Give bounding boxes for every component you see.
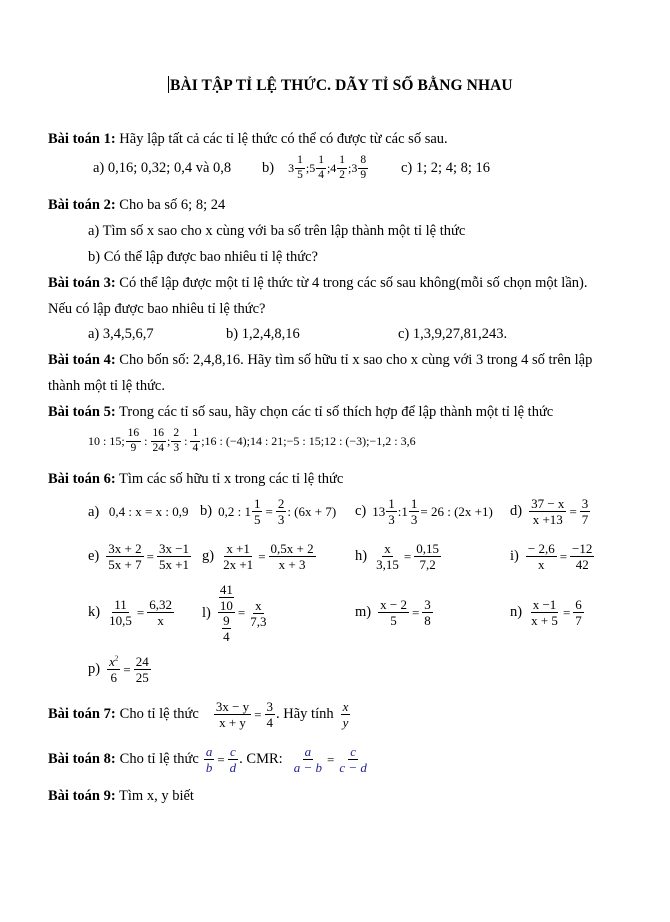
problem-5 (48, 404, 553, 421)
fraction: 16 9 (127, 427, 140, 454)
text-cursor (168, 76, 169, 93)
problem-3-c: c) 1,3,9,27,81,243. (398, 326, 508, 342)
problem-label: Bài toán 5: (48, 404, 116, 420)
fraction: $\frac{2}{3}$ (277, 496, 285, 527)
fraction: $\frac{24}{25}$ (135, 654, 149, 685)
fraction: $\frac{3}{8}$ (424, 597, 431, 628)
item-label: h) (355, 548, 368, 564)
compound-fraction: 41 10 9 4 (219, 582, 233, 644)
problem-6-m: m) $\frac{x - 2}{5}$ = $\frac{3}{8}$ (355, 597, 431, 628)
equation-part: = 26 : (2x +1) (420, 503, 493, 519)
problem-label: Bài toán 4: (48, 352, 116, 368)
problem-2-a: a) Tìm số x sao cho x cùng với ba số trên lập thành một tỉ lệ thức (88, 223, 466, 239)
problem-1 (48, 131, 448, 148)
problem-6-g: g) $\frac{x +1}{2x +1}$ = $\frac{0,5x + 2}{x + 3}$ (202, 541, 314, 572)
problem-6-e: e) $\frac{3x + 2}{5x + 7}$ = $\frac{3x -1}{5x +1}$ (88, 541, 190, 572)
problem-text: . Hãy tính (276, 706, 334, 722)
item-label: e) (88, 548, 100, 564)
item-label: b) (200, 503, 213, 519)
title-text: BÀI TẬP TỈ LỆ THỨC. DÃY TỈ SỐ BẰNG NHAU (170, 77, 513, 94)
problem-2 (48, 197, 225, 214)
item-label: m) (355, 604, 372, 620)
problem-4-text-2: thành một tỉ lệ thức. (48, 378, 165, 394)
problem-8: Bài toán 8: Cho tỉ lệ thức $\frac{a}{b}$ = $\frac{c}{d}$ . CMR: $\frac{a}{a - b}$ = $\frac{c}{c - d}$ (48, 744, 367, 775)
equation-part: :1 (397, 503, 408, 519)
fraction: $\frac{-12}{42}$ (572, 541, 593, 572)
fraction: $\frac{6}{7}$ (575, 597, 582, 628)
problem-text: Tìm các số hữu tỉ x trong các tỉ lệ thức (119, 471, 344, 487)
problem-6 (48, 471, 343, 488)
fraction: $\frac{c}{d}$ (229, 744, 237, 775)
fraction: 1 3 (388, 496, 395, 527)
colon: : (184, 433, 188, 448)
item-label: i) (510, 548, 519, 564)
fraction: $\frac{3x - y}{x + y}$ (215, 699, 250, 730)
fraction: $\frac{x - 2}{5}$ (380, 597, 407, 628)
fraction: $\frac{37 - x}{x +13}$ (531, 496, 565, 527)
problem-6-l: l) 41 10 9 4 = $\frac{x}{7,3}$ (202, 582, 267, 644)
problem-4 (48, 352, 592, 369)
fraction: $\frac{11}{10,5}$ (109, 597, 132, 628)
fraction: $\frac{x}{3,15}$ (376, 541, 399, 572)
problem-label: Bài toán 3: (48, 275, 116, 291)
problem-label: Bài toán 1: (48, 131, 116, 147)
item-label: c) (355, 503, 367, 519)
problem-9 (48, 788, 194, 805)
separator: ; (348, 160, 352, 175)
problem-6-d: d) $\frac{37 - x}{x +13}$ = $\frac{3}{7}$ (510, 496, 589, 527)
fraction: $\frac{1}{5}$ (253, 496, 261, 527)
problem-6-c (355, 497, 493, 526)
problem-3-b: b) 1,2,4,8,16 (226, 326, 300, 342)
problem-5-ratios (88, 428, 416, 454)
problem-text: Hãy lập tất cả các tỉ lệ thức có thể có được từ các số sau. (119, 131, 448, 147)
ratio-list: ;16 : (−4);14 : 21;−5 : 15;12 : (−3);−1,2 : 3,6 (201, 433, 416, 448)
fraction: 2 3 (173, 427, 180, 454)
problem-1-b (262, 155, 369, 181)
item-label: b) (262, 159, 275, 176)
problem-text: Cho ba số 6; 8; 24 (119, 197, 226, 213)
problem-label: Bài toán 7: (48, 706, 116, 722)
item-label: p) (88, 661, 101, 677)
problem-label: Bài toán 8: (48, 751, 116, 767)
separator: ; (167, 433, 171, 448)
problem-6-p: p) $\frac{x^2}{6}$ = $\frac{24}{25}$ (88, 654, 149, 685)
problem-text: Cho tỉ lệ thức (119, 706, 199, 722)
item-label: a) (88, 504, 100, 520)
equation-part: : (6x + 7) (287, 503, 337, 519)
separator: ; (305, 160, 310, 175)
problem-6-i: i) $\frac{- 2,6}{x}$ = $\frac{-12}{42}$ (510, 541, 593, 572)
problem-text: Cho tỉ lệ thức (119, 751, 199, 767)
item-label: d) (510, 503, 523, 519)
problem-label: Bài toán 9: (48, 788, 116, 804)
problem-1-c: c) 1; 2; 4; 8; 16 (401, 160, 491, 176)
problem-label: Bài toán 2: (48, 197, 116, 213)
fraction: 1 4 (318, 154, 324, 181)
fraction: $\frac{3x -1}{5x +1}$ (158, 541, 190, 572)
item-label: k) (88, 604, 101, 620)
separator: ; (326, 160, 331, 175)
fraction: $\frac{3}{4}$ (266, 699, 274, 730)
fraction: $\frac{0,5x + 2}{x + 3}$ (270, 541, 314, 572)
fraction: 1 5 (297, 154, 303, 181)
ratio: 10 : 15; (88, 433, 125, 448)
problem-text: Cho bốn số: 2,4,8,16. Hãy tìm số hữu tỉ x sao cho x cùng với 3 trong 4 số trên lập (119, 352, 593, 368)
fraction: $\frac{3}{7}$ (581, 496, 589, 527)
fraction: x y (342, 699, 349, 730)
item-label: g) (202, 548, 215, 564)
item-label: n) (510, 604, 523, 620)
problem-7: Bài toán 7: Cho tỉ lệ thức $\frac{3x - y}{x + y}$ = $\frac{3}{4}$ . Hãy tính x y (48, 699, 349, 730)
fraction: $\frac{x -1}{x + 5}$ (531, 597, 558, 628)
fraction: 16 24 (152, 427, 165, 454)
equation: 0,4 : x = x : 0,9 (108, 504, 189, 519)
problem-6-b (200, 497, 336, 526)
problem-3-a: a) 3,4,5,6,7 (88, 326, 154, 342)
mixed-number: 3 (351, 160, 358, 175)
page-title (168, 76, 513, 95)
problem-3 (48, 275, 587, 292)
item-label: l) (202, 604, 211, 621)
mixed-number: 5 (309, 160, 316, 175)
problem-6-h: h) $\frac{x}{3,15}$ = $\frac{0,15}{7,2}$ (355, 541, 439, 572)
equals: = (265, 503, 273, 519)
fraction: $\frac{x^2}{6}$ (109, 654, 119, 685)
fraction: $\frac{x}{7,3}$ (250, 597, 267, 629)
fraction: $\frac{- 2,6}{x}$ (527, 541, 555, 572)
mixed-number: 3 (288, 160, 295, 175)
fraction: $\frac{1}{3}$ (410, 496, 418, 527)
problem-6-n: n) $\frac{x -1}{x + 5}$ = $\frac{6}{7}$ (510, 597, 582, 628)
problem-3-text-2: Nếu có lập được bao nhiêu tỉ lệ thức? (48, 301, 266, 317)
problem-text: Có thể lập được một tỉ lệ thức từ 4 trong các số sau không(mỗi số chọn một lần). (119, 275, 588, 291)
fraction: 1 2 (339, 154, 346, 181)
colon: : (144, 433, 148, 448)
problem-6-k: k) $\frac{11}{10,5}$ = $\frac{6,32}{x}$ (88, 597, 172, 628)
fraction: 8 9 (360, 154, 367, 181)
problem-1-a: a) 0,16; 0,32; 0,4 và 0,8 (93, 160, 232, 176)
fraction: $\frac{x +1}{2x +1}$ (223, 541, 254, 572)
equation-part: 13 (372, 503, 386, 519)
fraction: $\frac{6,32}{x}$ (149, 597, 172, 628)
problem-6-a (88, 504, 188, 521)
fraction: $\frac{c}{c - d}$ (339, 744, 367, 775)
fraction: $\frac{a}{a - b}$ (293, 744, 322, 775)
fraction: $\frac{3x + 2}{5x + 7}$ (108, 541, 142, 572)
mixed-number: 4 (330, 160, 337, 175)
fraction: $\frac{0,15}{7,2}$ (416, 541, 439, 572)
fraction: 1 4 (192, 427, 199, 454)
fraction: $\frac{a}{b}$ (205, 744, 213, 775)
problem-2-b: b) Có thể lập được bao nhiêu tỉ lệ thức? (88, 249, 318, 265)
equation-part: 0,2 : 1 (218, 503, 251, 519)
problem-text: . CMR: (239, 751, 283, 767)
problem-text: Trong các tỉ số sau, hãy chọn các tỉ số thích hợp để lập thành một tỉ lệ thức (119, 404, 554, 420)
problem-label: Bài toán 6: (48, 471, 116, 487)
problem-text: Tìm x, y biết (119, 788, 194, 804)
